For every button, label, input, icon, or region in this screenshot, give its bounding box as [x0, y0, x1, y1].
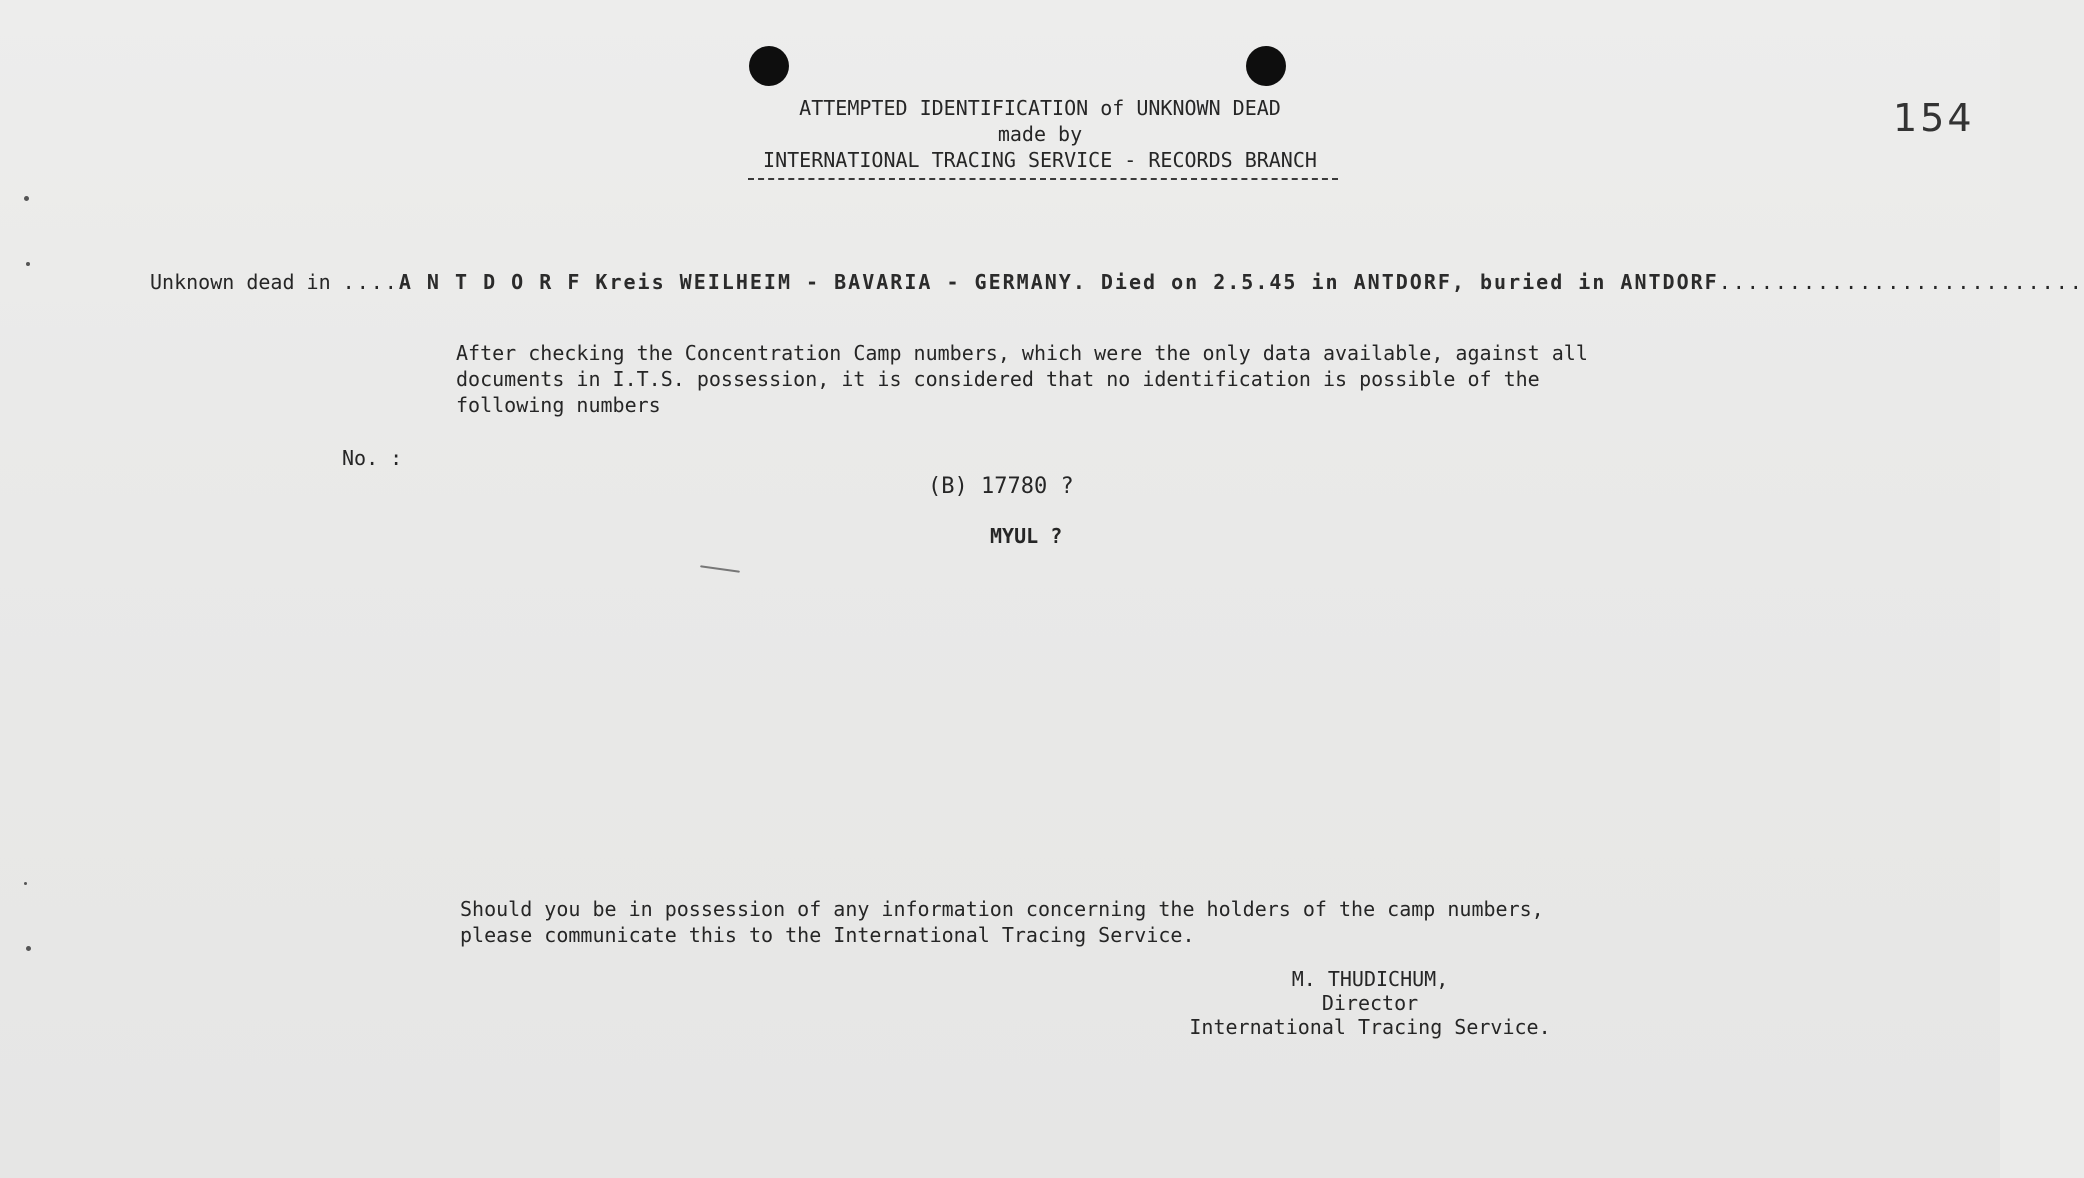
punch-hole-right	[1246, 46, 1286, 86]
paper-speck	[24, 196, 29, 201]
header-title: ATTEMPTED IDENTIFICATION of UNKNOWN DEAD	[799, 96, 1281, 120]
trailing-dots: ..........................	[1718, 270, 2084, 294]
signatory-name: M. THUDICHUM,	[1291, 967, 1449, 991]
paper-speck	[26, 946, 31, 951]
closing-line-1: Should you be in possession of any information concerning the holders of the camp numbers,	[460, 897, 1544, 921]
numbers-label: No. :	[342, 446, 403, 470]
paragraph-line-2: documents in I.T.S. possession, it is considered that no identification is possible of the	[456, 367, 1540, 391]
header-underline	[748, 178, 1338, 180]
burial-location: A N T D O R F Kreis WEILHEIM - BAVARIA - GERMANY. Died on 2.5.45 in ANTDORF, buried in ANTDORF	[398, 270, 1719, 294]
signature-block	[1160, 967, 1580, 1039]
page-number: 154	[1893, 96, 1975, 140]
leading-dots: ....	[342, 270, 399, 294]
header-organization: INTERNATIONAL TRACING SERVICE - RECORDS BRANCH	[763, 148, 1317, 172]
paper-mark	[700, 565, 740, 573]
document-header	[740, 95, 1340, 173]
closing-paragraph	[460, 896, 1544, 948]
paper-speck	[24, 882, 27, 885]
closing-line-2: please communicate this to the International Tracing Service.	[460, 923, 1195, 947]
paragraph-line-3: following numbers	[456, 393, 661, 417]
paper-speck	[26, 262, 30, 266]
punch-hole-left	[749, 46, 789, 86]
signatory-organization: International Tracing Service.	[1189, 1015, 1551, 1039]
unknown-dead-line	[150, 270, 2084, 294]
camp-number-2: MYUL ?	[990, 524, 1063, 548]
paragraph-line-1: After checking the Concentration Camp numbers, which were the only data available, against all	[456, 341, 1588, 365]
camp-number-1: (B) 17780 ?	[928, 474, 1074, 499]
unknown-dead-label: Unknown dead in	[150, 270, 331, 294]
header-made-by: made by	[997, 122, 1083, 146]
signatory-title: Director	[1321, 991, 1419, 1015]
checking-paragraph	[456, 340, 1588, 418]
